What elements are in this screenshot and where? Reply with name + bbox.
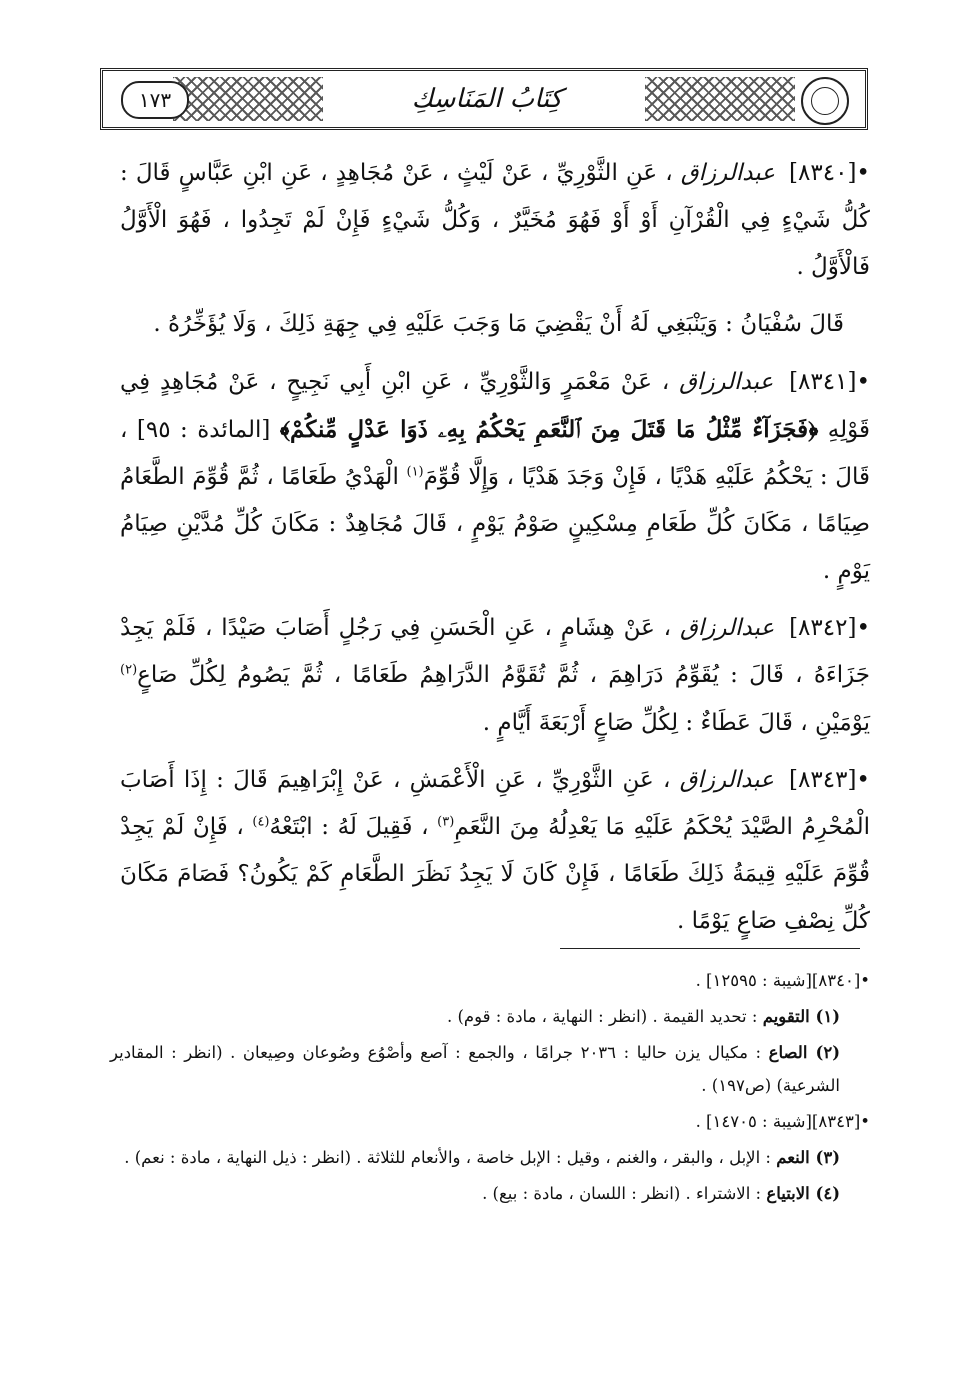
footnote-text: : مكيال يزن حاليا : ٢٠٣٦ جرامًا ، والجمع : آصع وأصْوُع وصُوعان وصِيعان . (انظر : المقادير الشرعية) (ص١٩٧) . bbox=[110, 1043, 840, 1095]
footnote-4 bbox=[110, 1178, 870, 1210]
hadith-text: يَوْمَيْنِ ، قَالَ عَطَاءٌ : لِكُلِّ صَاعٍ أَرْبَعَةَ أَيَّامٍ . bbox=[482, 709, 870, 736]
hadith-8340 bbox=[120, 150, 870, 291]
book-title: كِتَابُ المَنَاسِكِ bbox=[343, 75, 631, 123]
quran-verse: ﴿فَجَزَآءٌ مِّثْلُ مَا قَتَلَ مِنَ ٱلنَّعَمِ يَحْكُمُ بِهِۦ ذَوَا عَدْلٍ مِّنكُمْ﴾ bbox=[279, 415, 819, 443]
footnotes bbox=[110, 965, 870, 1214]
footnote-source-8343 bbox=[110, 1106, 870, 1138]
footnote-text: : تحديد القيمة . (انظر : النهاية ، مادة : قوم) . bbox=[446, 1007, 758, 1027]
hadith-number: •[٨٣٤٢] bbox=[789, 615, 871, 642]
hadith-text: ، فَقِيلَ لَهُ : ابْتَعْهُ bbox=[269, 813, 429, 840]
author-name: عبدالرزاق bbox=[680, 160, 775, 186]
hadith-8342 bbox=[120, 605, 870, 746]
quran-reference: [المائدة : ٩٥] bbox=[136, 416, 271, 443]
page-number: ١٧٣ bbox=[121, 81, 189, 119]
footnote-text: : الاشتراء . (انظر : اللسان ، مادة : بيع) . bbox=[482, 1184, 762, 1204]
ornament-band-left bbox=[173, 77, 323, 121]
author-name: عبدالرزاق bbox=[680, 615, 775, 642]
comment-text: قَالَ سُفْيَانُ : وَيَنْبَغِي لَهُ أَنْ يَقْضِيَ مَا وَجَبَ عَلَيْهِ فِي جِهَةِ ذَلِكَ ، وَلَا يُؤَخِّرُهُ . bbox=[153, 311, 844, 338]
main-text bbox=[120, 150, 870, 955]
hadith-8343 bbox=[120, 757, 870, 946]
hadith-8341 bbox=[120, 359, 870, 596]
author-name: عبدالرزاق bbox=[679, 368, 774, 395]
hadith-number: •[٨٣٤٠] bbox=[789, 160, 870, 186]
footnote-2 bbox=[110, 1037, 870, 1101]
footnote-term: (١) التقويم bbox=[762, 1007, 840, 1027]
footnote-ref: (٤) bbox=[252, 814, 270, 830]
hadith-text: ، عَنْ هِشَامٍ ، عَنِ الْحَسَنِ فِي رَجُلٍ أَصَابَ صَيْدًا ، فَلَمْ يَجِدْ جَزَاءَهُ ، قَالَ : يُقَوِّمُ دَرَاهِمَ ، ثُمَّ تُقَوَّمُ الدَّرَاهِمُ طَعَامًا ، ثُمَّ يَصُومُ لِكُلِّ صَاعٍ bbox=[120, 615, 870, 689]
author-name: عبدالرزاق bbox=[679, 766, 774, 793]
hadith-text: ، عَنِ الثَّوْرِيِّ ، عَنْ لَيْثٍ ، عَنْ مُجَاهِدٍ ، عَنِ ابْنِ عَبَّاسٍ قَالَ : كُلُّ شَيْءٍ فِي الْقُرْآنِ أَوْ أَوْ فَهُوَ مُخَيَّرٌ ، وَكُلُّ شَيْءٍ فَإِنْ لَمْ تَجِدُوا ، فَهُوَ الْأَوَّلُ فَالْأَوَّلُ . bbox=[120, 160, 870, 281]
footnote-1 bbox=[110, 1001, 870, 1033]
footnote-term: (٣) النعم bbox=[776, 1147, 840, 1167]
footnote-text: •[٨٣٤٣][شيبة : ١٤٧٠٥] . bbox=[695, 1111, 870, 1131]
hadith-text: ، عَنْ مَعْمَرٍ وَالثَّوْرِيِّ ، عَنِ ابْنِ أَبِي نَجِيحٍ ، عَنْ مُجَاهِدٍ فِي قَوْلِهِ bbox=[120, 368, 870, 443]
hadith-text: الْهَدْيُ طَعَامًا ، ثُمَّ قُوِّمَ الطَّعَامُ صِيَامًا ، مَكَانَ كُلِّ طَعَامِ مِسْكِينٍ صَوْمُ يَوْمٍ ، قَالَ مُجَاهِدٌ : مَكَانَ كُلِّ مُدَّيْنِ صِيَامُ يَوْمٍ . bbox=[120, 463, 870, 585]
page-header bbox=[100, 68, 868, 130]
footnote-3 bbox=[110, 1142, 870, 1174]
footnote-term: (٢) الصاع bbox=[768, 1043, 840, 1063]
publisher-emblem-icon bbox=[801, 77, 849, 125]
hadith-text: ، عَنِ الثَّوْرِيِّ ، عَنِ الْأَعْمَشِ ، عَنْ إِبْرَاهِيمَ قَالَ : إِذَا أَصَابَ الْمُحْرِمُ الصَّيْدَ يُحْكَمُ عَلَيْهِ مَا يَعْدِلُهُ مِنَ النَّعَمِ bbox=[120, 766, 871, 840]
footnote-source-8340 bbox=[110, 965, 870, 997]
footnote-ref: (١) bbox=[406, 464, 424, 480]
footnote-text: : الإبل ، والبقر ، والغنم ، وقيل : الإبل خاصة ، والأنعام للثلاثة . (انظر : ذيل النهاية ، مادة : نعم) . bbox=[124, 1147, 771, 1167]
ornament-band-right bbox=[645, 77, 795, 121]
hadith-number: •[٨٣٤١] bbox=[789, 368, 871, 395]
footnote-separator bbox=[560, 948, 860, 949]
hadith-text: ، قَالَ : يَحْكُمُ عَلَيْهِ هَدْيًا ، فَإِنْ وَجَدَ هَدْيًا ، وَإِلَّا قُوِّمَ bbox=[120, 416, 871, 490]
sufyan-comment bbox=[120, 301, 870, 348]
footnote-ref: (٣) bbox=[437, 814, 455, 830]
footnote-ref: (٢) bbox=[120, 662, 138, 678]
footnote-term: (٤) الابتياع bbox=[766, 1184, 840, 1204]
hadith-number: •[٨٣٤٣] bbox=[789, 766, 870, 793]
hadith-text: ، فَإِنْ لَمْ يَجِدْ قُوِّمَ عَلَيْهِ قِيمَةُ ذَلِكَ طَعَامًا ، فَإِنْ كَانَ لَا يَجِدُ نَظَرَ الطَّعَامِ كَمْ يَكُونُ؟ فَصَامَ مَكَانَ كُلِّ نِصْفِ صَاعٍ يَوْمًا . bbox=[120, 813, 870, 935]
footnote-text: •[٨٣٤٠][شيبة : ١٢٥٩٥] . bbox=[695, 971, 870, 990]
